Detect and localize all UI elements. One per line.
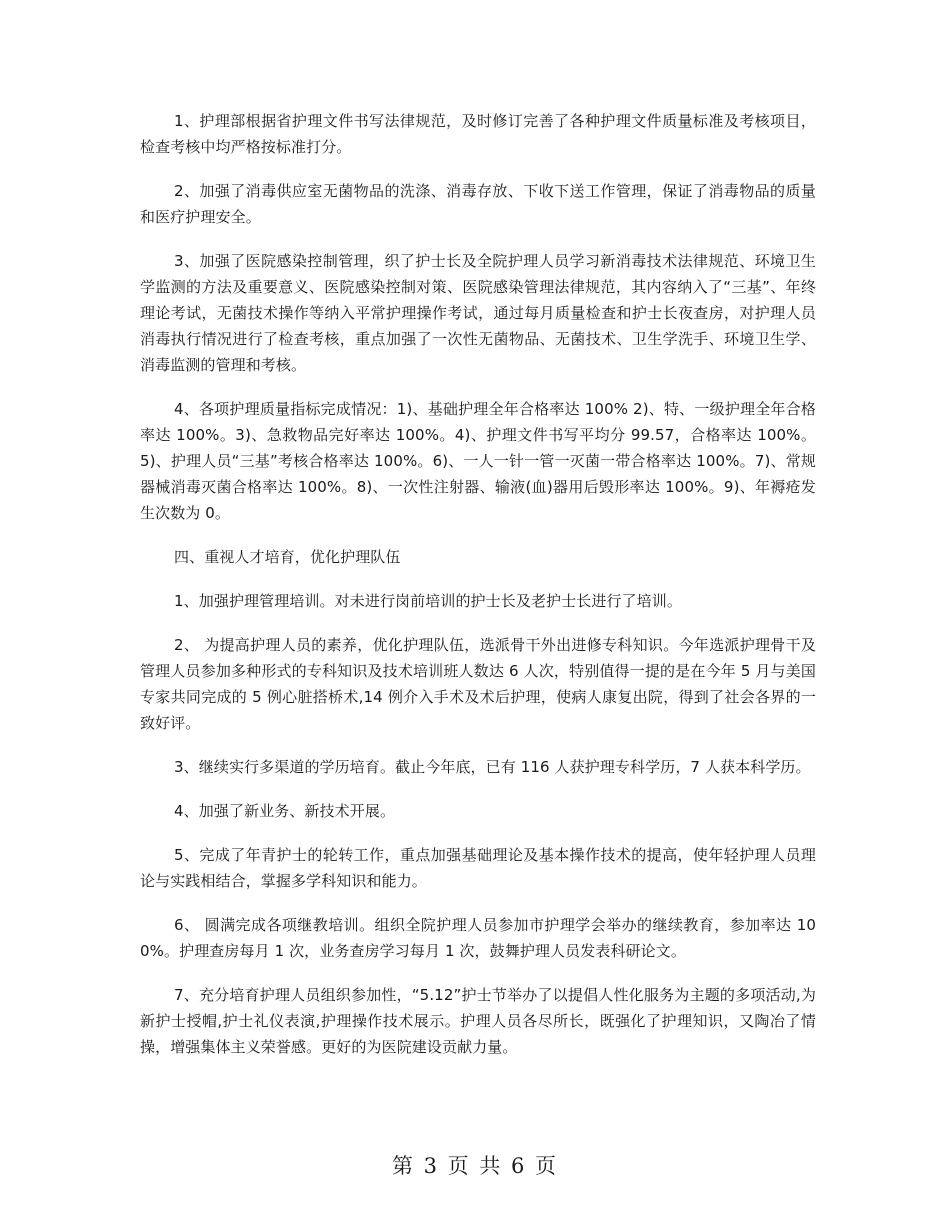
paragraph-nurses-day: 7、充分培育护理人员组织参加性，“5.12”护士节举办了以提倡人性化服务为主题的多项活动,为新护士授帽,护士礼仪表演,护理操作技术展示。护理人员各尽所长，既强化了护理知识，又陶冶了情操，增强集体主义荣誉感。更好的为医院建设贡献力量。 [140,986,816,1056]
page-number-footer: 第 3 页 共 6 页 [391,1154,559,1178]
paragraph-specialist-training: 2、 为提高护理人员的素养，优化护理队伍，选派骨干外出进修专科知识。今年选派护理骨干及管理人员参加多种形式的专科知识及技术培训班人数达 6 人次，特别值得一提的是在今年 5 月与美国专家共同完成的 5 例心脏搭桥术,14 例介入手术及术后护理，使病人康复出院，得到了社会各界的一致好评。 [140,636,816,732]
paragraph-quality-indicators: 4、各项护理质量指标完成情况：1)、基础护理全年合格率达 100% 2)、特、一级护理全年合格率达 100%。3)、急救物品完好率达 100%。4)、护理文件书写平均分 99.57，合格率达 100%。5)、护理人员“三基”考核合格率达 100%。6)、一人一针一管一灭菌一带合格率达 100%。7)、常规器械消毒灭菌合格率达 100%。8)、一次性注射器、输液(血)器用后毁形率达 100%。9)、年褥疮发生次数为 0。 [140,400,817,522]
paragraph-nurse-rotation: 5、完成了年青护士的轮转工作，重点加强基础理论及基本操作技术的提高，使年轻护理人员理论与实践相结合，掌握多学科知识和能力。 [140,846,816,890]
paragraph-continuing-education: 6、 圆满完成各项继教培训。组织全院护理人员参加市护理学会举办的继续教育，参加率达 100%。护理查房每月 1 次，业务查房学习每月 1 次，鼓舞护理人员发表科研论文。 [140,916,816,960]
paragraph-management-training: 1、加强护理管理培训。对未进行岗前培训的护士长及老护士长进行了培训。 [174,592,682,610]
paragraph-new-techniques: 4、加强了新业务、新技术开展。 [174,802,396,820]
section-heading-talent-training: 四、重视人才培育，优化护理队伍 [174,548,401,566]
paragraph-quality-standards: 1、护理部根据省护理文件书写法律规范，及时修订完善了各种护理文件质量标准及考核项目，检查考核中均严格按标准打分。 [140,112,816,156]
document-body [140,108,816,1078]
paragraph-education: 3、继续实行多渠道的学历培育。截止今年底，已有 116 人获护理专科学历，7 人获本科学历。 [174,758,811,776]
paragraph-sterile-supply: 2、加强了消毒供应室无菌物品的洗涤、消毒存放、下收下送工作管理，保证了消毒物品的质量和医疗护理安全。 [140,182,816,226]
paragraph-infection-control: 3、加强了医院感染控制管理，织了护士长及全院护理人员学习新消毒技术法律规范、环境卫生学监测的方法及重要意义、医院感染控制对策、医院感染管理法律规范，其内容纳入了“三基”、年终理论考试，无菌技术操作等纳入平常护理操作考试，通过每月质量检查和护士长夜查房，对护理人员消毒执行情况进行了检查考核，重点加强了一次性无菌物品、无菌技术、卫生学洗手、环境卫生学、消毒监测的管理和考核。 [140,252,816,374]
